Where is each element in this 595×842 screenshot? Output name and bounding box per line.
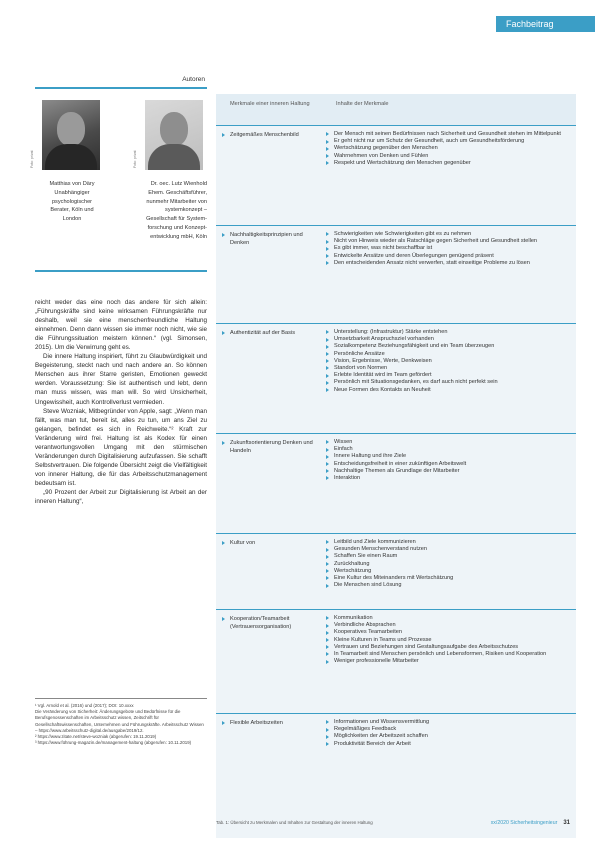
row-items <box>324 131 568 167</box>
triangle-bullet-icon <box>222 721 225 725</box>
author-photo-2 <box>145 100 203 170</box>
list-item: Er geht nicht nur um Schutz der Gesundheit, auch um Gesundheitsförderung <box>324 138 568 145</box>
author-bio-1: Matthias von Däry Unabhängiger psychologischer Berater, Köln und London <box>49 181 95 223</box>
triangle-bullet-icon <box>222 133 225 137</box>
row-items <box>324 615 568 665</box>
list-item: Kleine Kulturen in Teams und Prozesse <box>324 637 568 644</box>
triangle-bullet-icon <box>326 638 329 642</box>
triangle-bullet-icon <box>326 366 329 370</box>
triangle-bullet-icon <box>326 720 329 724</box>
list-item: Möglichkeiten der Arbeitszeit schaffen <box>324 733 568 740</box>
triangle-bullet-icon <box>326 469 329 473</box>
table-caption: Tab. 1: Übersicht zu Merkmalen und Inhalten zur Gestaltung der inneren Haltung <box>216 820 373 825</box>
triangle-bullet-icon <box>326 576 329 580</box>
list-item: Wahrnehmen von Denken und Fühlen <box>324 153 568 160</box>
list-item: Unterstellung: (Infrastruktur) Stärke entstehen <box>324 329 568 336</box>
triangle-bullet-icon <box>326 352 329 356</box>
list-item: Wertschätzung gegenüber den Menschen <box>324 145 568 152</box>
paragraph: Die innere Haltung inspiriert, führt zu Glaubwürdigkeit und Begeisterung, steckt nach und nach andere an. So können Menschen aus ihrer Starre geristen, Emotionen geweckt werden. Voraussetzung: Sie ist authentisch und lebt, denn man muss wissen, was man will. So wird Unsicherheit, Ungewissheit, auch Kontrollverlust vermieden. <box>35 353 207 406</box>
list-item: Umsetzbarkeit Anspruchsziel vorhanden <box>324 336 568 343</box>
list-item: Kooperatives Teamarbeiten <box>324 629 568 636</box>
triangle-bullet-icon <box>222 331 225 335</box>
author-bio-2: Dr. oec. Lutz Wienhold Ehem. Geschäftsführer, nunmehr Mitarbeiter von systemkonzept – Gesellschaft für System- forschung und Konzept- entwicklung mbH, Köln <box>146 181 207 240</box>
triangle-bullet-icon <box>326 455 329 459</box>
photo-credit-1: Foto: privat <box>30 150 34 168</box>
row-label: Zeitgemäßes Menschenbild <box>220 131 316 139</box>
triangle-bullet-icon <box>326 624 329 628</box>
triangle-bullet-icon <box>326 462 329 466</box>
list-item: Kommunikation <box>324 615 568 622</box>
table-row <box>216 534 576 610</box>
triangle-bullet-icon <box>326 569 329 573</box>
list-item: Zurückhaltung <box>324 561 568 568</box>
paragraph: „90 Prozent der Arbeit zur Digitalisierung ist Arbeit an der inneren Haltung“, <box>35 488 207 506</box>
triangle-bullet-icon <box>326 161 329 165</box>
list-item: Regelmäßiges Feedback <box>324 726 568 733</box>
list-item: Interaktion <box>324 475 568 482</box>
triangle-bullet-icon <box>222 617 225 621</box>
triangle-bullet-icon <box>326 652 329 656</box>
triangle-bullet-icon <box>326 645 329 649</box>
footnote: ³ https://www.führung-magazin.de/management-haltung (abgerufen: 10.11.2019) <box>35 740 192 746</box>
row-items <box>324 539 568 589</box>
triangle-bullet-icon <box>326 742 329 746</box>
list-item: Informationen und Wissensvermittlung <box>324 719 568 726</box>
row-items <box>324 719 568 748</box>
list-item: Entwickelte Ansätze und deren Überlegungen genügend präsent <box>324 253 568 260</box>
triangle-bullet-icon <box>326 448 329 452</box>
list-item: Die Menschen sind Lösung <box>324 582 568 589</box>
list-item: Erlebte Identität wird im Team gefördert <box>324 372 568 379</box>
triangle-bullet-icon <box>222 441 225 445</box>
photo-credit-2: Foto: privat <box>133 150 137 168</box>
list-item: Persönliche Ansätze <box>324 351 568 358</box>
overview-table <box>216 94 576 838</box>
row-items <box>324 439 568 482</box>
list-item: Vision, Ergebnisse, Werte, Denkweisen <box>324 358 568 365</box>
footnote: ¹ Vgl. Arnold et al. (2016) und (2017); DOI: 10.xxxx <box>35 703 134 708</box>
table-header <box>216 94 576 126</box>
list-item: Entscheidungsfreiheit in einer zukünftigen Arbeitswelt <box>324 461 568 468</box>
row-label: Nachhaltigkeitsprinzipien und Denken <box>220 231 316 247</box>
list-item: Wertschätzung <box>324 568 568 575</box>
triangle-bullet-icon <box>326 330 329 334</box>
row-label: Zukunftsorientierung Denken und Handeln <box>220 439 316 455</box>
row-label: Kultur von <box>220 539 316 547</box>
triangle-bullet-icon <box>326 562 329 566</box>
triangle-bullet-icon <box>326 154 329 158</box>
list-item: Nicht von Hinweis wieder als Ratschläge gegen Sicherheit und Gesundheit stellen <box>324 238 568 245</box>
list-item: Schaffen Sie einen Raum <box>324 553 568 560</box>
footnote: ² https://www.zitate.net/steve-wozniak (abgerufen: 19.11.2019) <box>35 734 157 740</box>
list-item: Wissen <box>324 439 568 446</box>
list-item: Gesunden Menschenverstand nutzen <box>324 546 568 553</box>
triangle-bullet-icon <box>222 541 225 545</box>
triangle-bullet-icon <box>326 548 329 552</box>
authors-divider <box>35 270 207 272</box>
article-body <box>35 298 207 506</box>
triangle-bullet-icon <box>326 254 329 258</box>
table-header-col1: Merkmale einer inneren Haltung <box>230 101 310 107</box>
triangle-bullet-icon <box>326 345 329 349</box>
paragraph: Steve Wozniak, Mitbegründer von Apple, sagt: „Wenn man fällt, was man tut, bereit ist, alles zu tun, um ans Ziel zu gelangen, befindet es sich in Reichweite.“² Kraft zur Veränderung wird frei. Haltung ist als Kodex für einen verantwortungsvollen Umgang mit den stürmischen Veränderungen durch Digitalisierung aufzufassen. Sie schafft Selbstvertrauen. Die folgende Übersicht zeigt die Vielfältigkeit von innerer Haltung, die für das Arbeitsschutzmanagement bedeutsam ist. <box>35 407 207 487</box>
triangle-bullet-icon <box>326 338 329 342</box>
triangle-bullet-icon <box>326 381 329 385</box>
triangle-bullet-icon <box>326 359 329 363</box>
list-item: Vertrauen und Beziehungen sind Gestaltungsaufgabe des Arbeitsschutzes <box>324 644 568 651</box>
list-item: Nachhaltige Themen als Grundlage der Mitarbeiter <box>324 468 568 475</box>
footnote: Die Veränderung von Sicherheit: Änderungsgebote und Bedürfnisse für die Berufsgenossenschaften im Arbeitsschutz wissen, Zeitschrift für Gesellschaftswissenschaften, Unternehmen und Führungskräfte. Arbeitsschutz Wissen – https://www.arbeitsschutz-digital.de/ausgabe/2019/12. <box>35 709 204 733</box>
list-item: Weniger professionelle Mitarbeiter <box>324 658 568 665</box>
row-items <box>324 329 568 394</box>
list-item: Verbindliche Absprachen <box>324 622 568 629</box>
page-footer <box>420 820 570 826</box>
list-item: Schwierigkeiten wie Schwierigkeiten gibt es zu nehmen <box>324 231 568 238</box>
list-item: Innere Haltung und ihre Ziele <box>324 453 568 460</box>
triangle-bullet-icon <box>326 247 329 251</box>
list-item: Standort von Normen <box>324 365 568 372</box>
list-item: Respekt und Wertschätzung den Menschen gegenüber <box>324 160 568 167</box>
triangle-bullet-icon <box>326 540 329 544</box>
triangle-bullet-icon <box>326 374 329 378</box>
row-label: Authentizität auf der Basis <box>220 329 316 337</box>
table-row <box>216 226 576 324</box>
triangle-bullet-icon <box>326 476 329 480</box>
table-row <box>216 324 576 434</box>
list-item: Eine Kultur des Miteinanders mit Wertschätzung <box>324 575 568 582</box>
authors-heading: Autoren <box>35 76 207 89</box>
triangle-bullet-icon <box>326 660 329 664</box>
triangle-bullet-icon <box>326 555 329 559</box>
table-row <box>216 714 576 818</box>
triangle-bullet-icon <box>326 584 329 588</box>
list-item: Einfach <box>324 446 568 453</box>
section-tag: Fachbeitrag <box>496 16 595 32</box>
list-item: Neue Formen des Kontakts an Neuheit <box>324 387 568 394</box>
row-items <box>324 231 568 267</box>
footnotes <box>35 698 207 746</box>
triangle-bullet-icon <box>326 147 329 151</box>
triangle-bullet-icon <box>222 233 225 237</box>
list-item: Sozialkompetenz Beziehungsfähigkeit und ein Team überzeugen <box>324 343 568 350</box>
list-item: Produktivität Bereich der Arbeit <box>324 741 568 748</box>
list-item: Es gibt immer, was nicht beschaffbar ist <box>324 245 568 252</box>
row-label: Flexible Arbeitszeiten <box>220 719 316 727</box>
page-number: 31 <box>563 820 570 826</box>
triangle-bullet-icon <box>326 616 329 620</box>
journal-name: xx/2020 Sicherheitsingenieur <box>490 820 558 826</box>
triangle-bullet-icon <box>326 240 329 244</box>
table-row <box>216 126 576 226</box>
list-item: Persönlich mit Situationsgedanken, es darf auch nicht perfekt sein <box>324 379 568 386</box>
list-item: Leitbild und Ziele kommunizieren <box>324 539 568 546</box>
triangle-bullet-icon <box>326 140 329 144</box>
paragraph: reicht weder das eine noch das andere für sich allein: „Führungskräfte sind keine wirksamen Führungskräfte nur deshalb, weil sie eine menschenfreundliche Haltung einnehmen. Denn dann wissen sie immer noch nicht, wie sie die Führungssituation meistern können.“ (vgl. Simonsen, 2015). Um die Verwirrung geht es. <box>35 299 207 352</box>
triangle-bullet-icon <box>326 132 329 136</box>
triangle-bullet-icon <box>326 261 329 265</box>
triangle-bullet-icon <box>326 440 329 444</box>
row-label: Kooperation/Teamarbeit (Vertrauensorganisation) <box>220 615 316 631</box>
list-item: Der Mensch mit seinen Bedürfnissen nach Sicherheit und Gesundheit stehen im Mittelpunkt <box>324 131 568 138</box>
table-header-col2: Inhalte der Merkmale <box>336 101 389 107</box>
triangle-bullet-icon <box>326 388 329 392</box>
list-item: In Teamarbeit sind Menschen persönlich und Lebensformen, Risiken und Kooperation <box>324 651 568 658</box>
table-row <box>216 434 576 534</box>
table-row <box>216 610 576 714</box>
triangle-bullet-icon <box>326 232 329 236</box>
triangle-bullet-icon <box>326 631 329 635</box>
author-photo-1 <box>42 100 100 170</box>
triangle-bullet-icon <box>326 735 329 739</box>
list-item: Den entscheidenden Ansatz nicht verwerfen, statt einseitige Probleme zu lösen <box>324 260 568 267</box>
triangle-bullet-icon <box>326 728 329 732</box>
